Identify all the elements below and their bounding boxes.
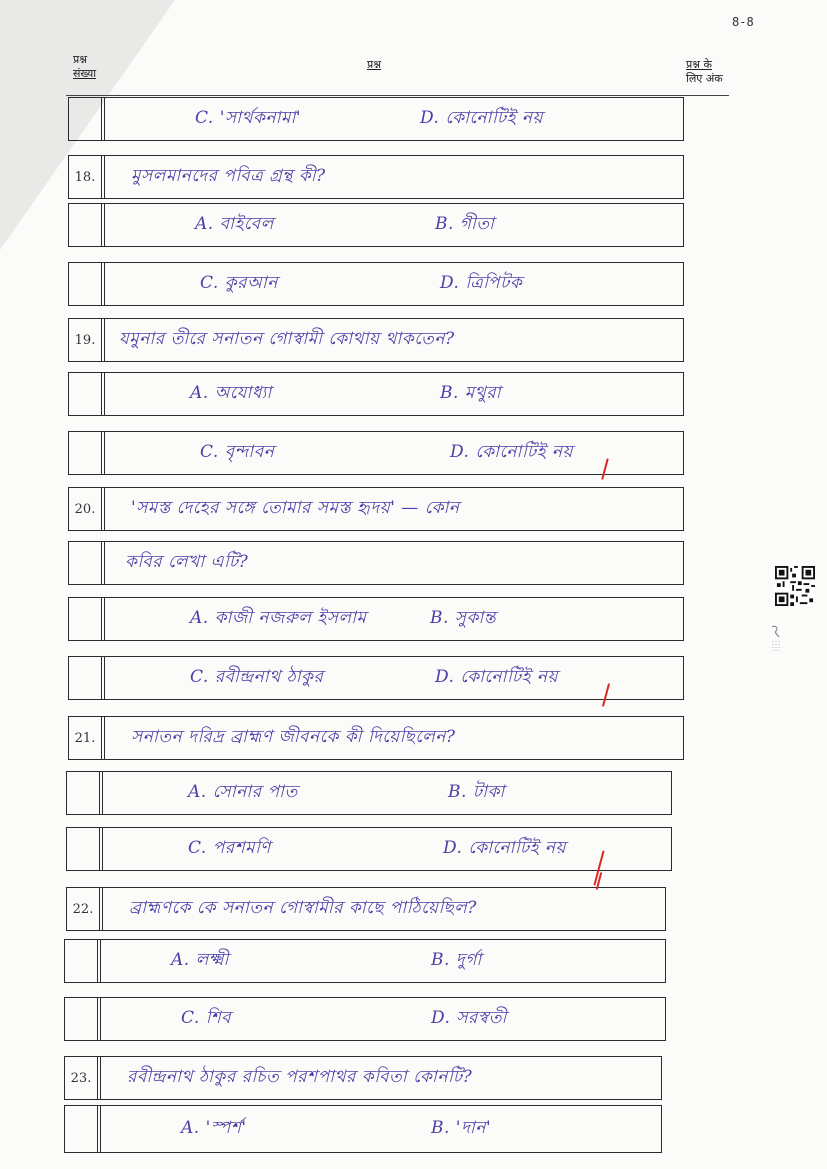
answer-cell [102,888,665,930]
table-row [68,262,684,306]
table-row [68,97,684,141]
option-right: D. ত্রিপিটক [440,273,523,293]
table-row [64,939,666,983]
question-number: 21. [68,717,102,759]
answer-cell [104,263,683,305]
option-left: A. 'স্পর্শ' [181,1118,247,1138]
option-right: D. কোনোটিই নয় [450,442,573,462]
question-number: 19. [68,319,102,361]
option-left: C. শিব [181,1008,232,1028]
page-number: 8-8 [732,15,754,29]
answer-cell [104,432,683,474]
option-right: B. 'দান' [431,1118,492,1138]
question-number [68,432,102,474]
header-marks-line2: लिए अंक [686,72,723,85]
option-right: D. কোনোটিই নয় [420,108,543,128]
option-left: A. লক্ষ্মী [171,950,229,970]
answer-cell [104,542,683,584]
option-left: A. সোনার পাত [188,782,298,802]
header-question-no [73,53,96,81]
option-left: C. 'সার্থকনামা' [195,108,302,128]
question-number [68,598,102,640]
answer-cell [104,319,683,361]
question-number [68,263,102,305]
table-row [66,887,666,931]
table-row [68,716,684,760]
question-text: ব্রাহ্মণকে কে সনাতন গোস্বামীর কাছে পাঠিয়েছিল? [129,898,477,918]
answer-cell [104,598,683,640]
question-number [64,1106,98,1152]
option-right: B. সুকান্ত [430,608,497,628]
answer-cell [104,204,683,246]
answer-cell [102,828,671,870]
question-number [66,772,100,814]
question-number [68,204,102,246]
answer-cell [104,98,683,140]
question-text: কবির লেখা এটি? [125,552,249,572]
question-number: 23. [64,1057,98,1099]
option-right: D. সরস্বতী [431,1008,507,1028]
table-row [68,372,684,416]
answer-cell [100,940,665,982]
table-row [68,431,684,475]
header-marks [686,58,723,86]
question-text: 'সমস্ত দেহের সঙ্গে তোমার সমস্ত হৃদয়' — কোন [131,498,460,518]
question-number [64,998,98,1040]
question-text: যমুনার তীরে সনাতন গোস্বামী কোথায় থাকতেন? [119,329,455,349]
question-number [68,542,102,584]
header-question-no-line1: प्रश्न [73,53,88,66]
table-row [68,203,684,247]
table-row [64,997,666,1041]
answer-cell [102,772,671,814]
header-question: प्रश्न [367,58,382,71]
option-left: A. অযোধ্যা [190,383,272,403]
answer-cell [100,1057,661,1099]
option-right: B. মথুরা [440,383,502,403]
table-row [64,1105,662,1153]
table-row [68,656,684,700]
option-right: D. কোনোটিই নয় [443,838,566,858]
question-number [64,940,98,982]
table-row [68,318,684,362]
option-right: D. কোনোটিই নয় [435,667,558,687]
question-text: মুসলমানদের পবিত্র গ্রন্থ কী? [131,166,326,186]
answer-cell [104,488,683,530]
question-number [68,373,102,415]
answer-cell [100,998,665,1040]
option-right: B. টাকা [448,782,505,802]
header-question-no-line2: संख्या [73,67,97,80]
question-number [66,828,100,870]
answer-cell [104,657,683,699]
answer-cell [104,156,683,198]
question-text: সনাতন দরিদ্র ব্রাহ্মণ জীবনকে কী দিয়েছিলেন? [131,727,456,747]
question-text: রবীন্দ্রনাথ ঠাকুর রচিত পরশপাথর কবিতা কোনটি? [127,1067,473,1087]
option-right: B. দুর্গা [431,950,482,970]
option-left: C. কুরআন [200,273,278,293]
option-right: B. গীতা [435,214,495,234]
question-number: 22. [66,888,100,930]
answer-cell [104,373,683,415]
option-left: A. বাইবেল [195,214,274,234]
question-number [68,657,102,699]
option-left: C. পরশমণি [188,838,271,858]
answer-cell [100,1106,661,1152]
table-row [68,597,684,641]
table-row [66,771,672,815]
answer-cell [104,717,683,759]
table-row [64,1056,662,1100]
margin-mark-icon [770,625,782,653]
table-row [68,155,684,199]
table-row [68,487,684,531]
question-number: 20. [68,488,102,530]
question-number: 18. [68,156,102,198]
qr-code-icon [775,566,815,606]
question-number [68,98,102,140]
option-left: C. রবীন্দ্রনাথ ঠাকুর [190,667,324,687]
table-row [66,827,672,871]
header-divider [66,95,729,96]
option-left: A. কাজী নজরুল ইসলাম [190,608,367,628]
header-marks-line1: प्रश्न के [686,58,712,71]
table-row [68,541,684,585]
option-left: C. বৃন্দাবন [200,442,275,462]
